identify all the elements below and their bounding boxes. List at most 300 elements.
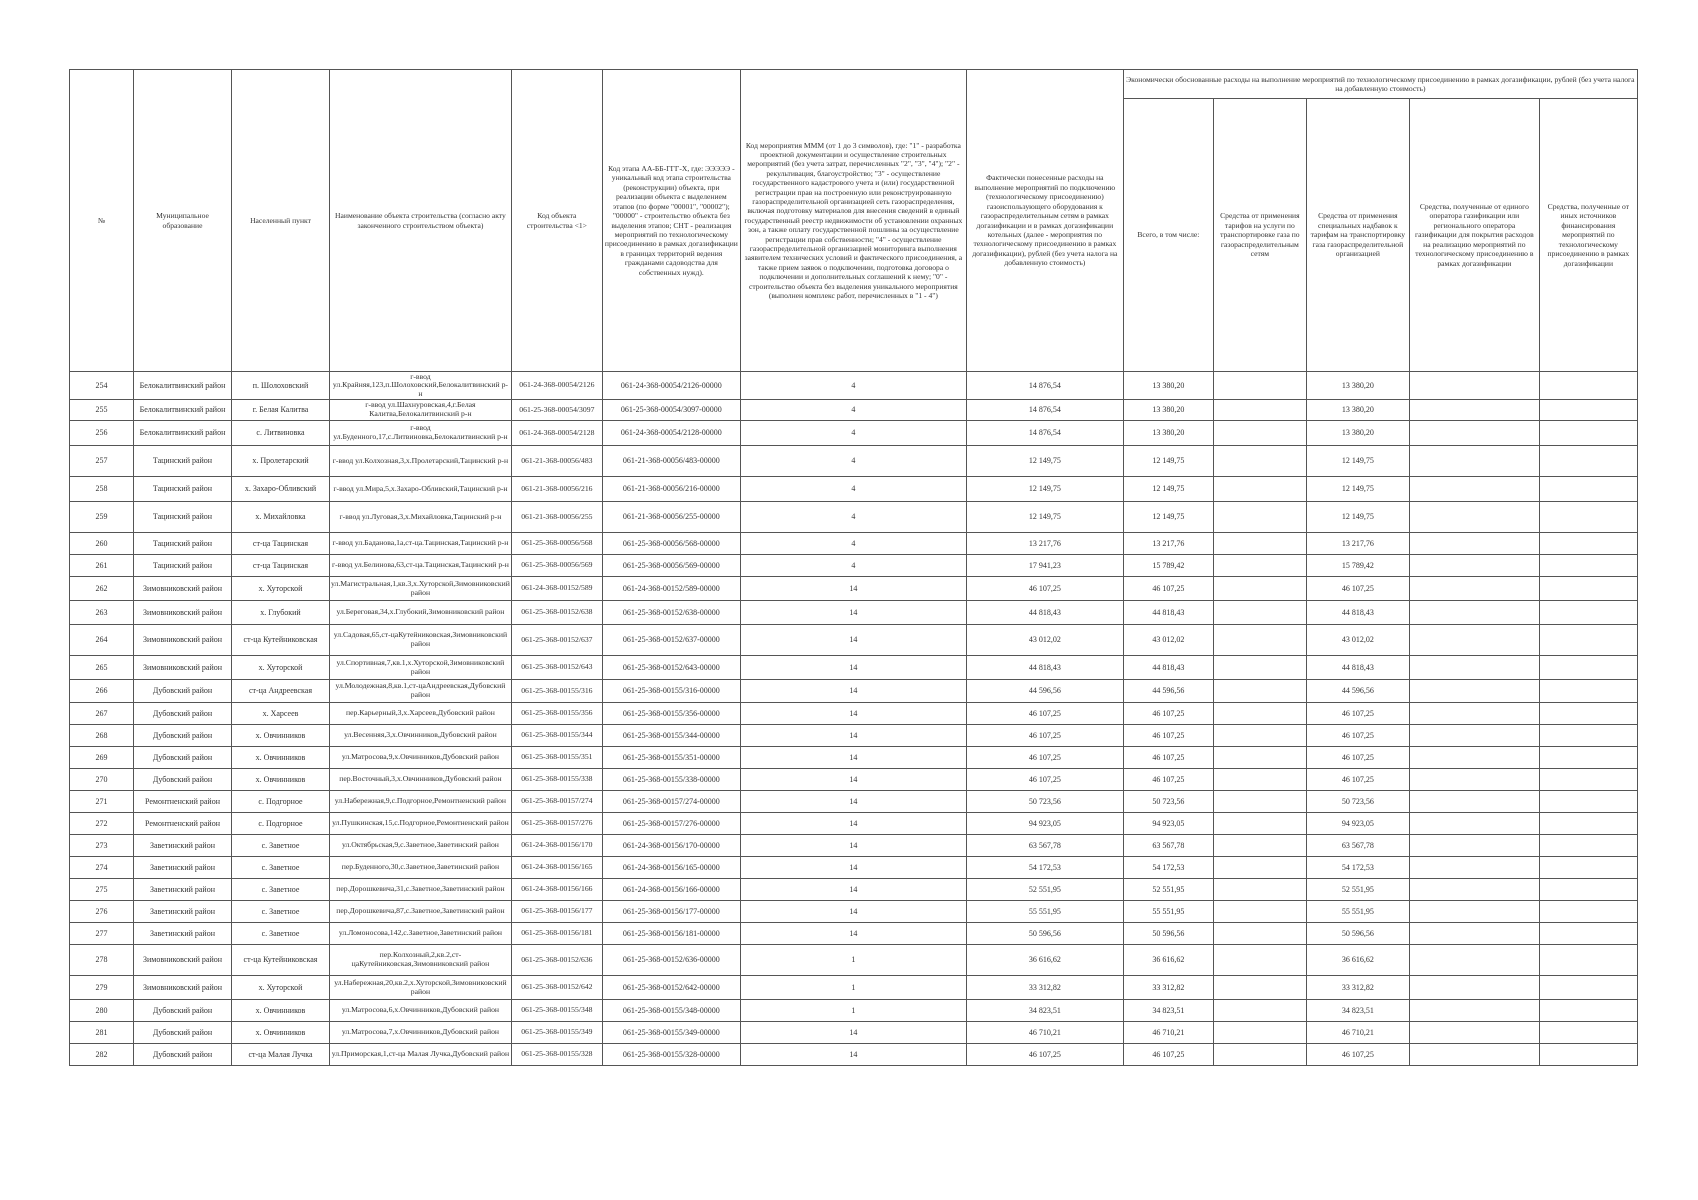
cell-other-sources: [1539, 703, 1637, 725]
cell-stage-code: 061-24-368-00156/170-00000: [602, 835, 740, 857]
cell-tariff-funds: [1213, 680, 1306, 703]
cell-tariff-funds: [1213, 400, 1306, 421]
cell-settlement: х. Михайловка: [232, 502, 330, 533]
cell-object-name: г-ввод ул.Буденного,17,с.Литвиновка,Белокалитвинский р-н: [330, 421, 512, 446]
cell-actual-costs: 44 818,43: [966, 601, 1123, 625]
cell-municipality: Заветинский район: [134, 901, 232, 923]
cell-settlement: ст-ца Кутейниковская: [232, 625, 330, 656]
cell-municipality: Зимовниковский район: [134, 976, 232, 1000]
cell-stage-code: 061-25-368-00152/636-00000: [602, 945, 740, 976]
cell-special-markup: 13 380,20: [1306, 400, 1409, 421]
cell-object-code: 061-25-368-00155/351: [511, 747, 602, 769]
cell-special-markup: 46 107,25: [1306, 725, 1409, 747]
cell-row-number: 269: [70, 747, 134, 769]
cell-tariff-funds: [1213, 857, 1306, 879]
cell-stage-code: 061-25-368-00155/344-00000: [602, 725, 740, 747]
cell-row-number: 277: [70, 923, 134, 945]
cell-stage-code: 061-25-368-00155/348-00000: [602, 1000, 740, 1022]
cell-total: 13 380,20: [1123, 400, 1213, 421]
cell-actual-costs: 43 012,02: [966, 625, 1123, 656]
cell-actual-costs: 46 107,25: [966, 577, 1123, 601]
cell-event-code: 14: [740, 923, 966, 945]
cell-stage-code: 061-25-368-00155/316-00000: [602, 680, 740, 703]
cell-special-markup: 15 789,42: [1306, 555, 1409, 577]
cell-stage-code: 061-25-368-00156/177-00000: [602, 901, 740, 923]
cell-operator-funds: [1409, 1022, 1539, 1044]
cell-tariff-funds: [1213, 1044, 1306, 1066]
cell-object-code: 061-25-368-00156/181: [511, 923, 602, 945]
cell-other-sources: [1539, 769, 1637, 791]
cell-special-markup: 46 107,25: [1306, 769, 1409, 791]
cell-tariff-funds: [1213, 813, 1306, 835]
cell-event-code: 14: [740, 791, 966, 813]
cell-other-sources: [1539, 446, 1637, 477]
cell-actual-costs: 33 312,82: [966, 976, 1123, 1000]
cell-object-name: г-ввод ул.Мира,5,х.Захаро-Обливский,Тацинский р-н: [330, 477, 512, 502]
cell-municipality: Дубовский район: [134, 680, 232, 703]
cell-other-sources: [1539, 680, 1637, 703]
cell-stage-code: 061-24-368-00156/166-00000: [602, 879, 740, 901]
cell-operator-funds: [1409, 835, 1539, 857]
cell-stage-code: 061-25-368-00156/181-00000: [602, 923, 740, 945]
cell-total: 12 149,75: [1123, 446, 1213, 477]
cell-tariff-funds: [1213, 703, 1306, 725]
cell-object-code: 061-21-368-00056/483: [511, 446, 602, 477]
cell-special-markup: 44 596,56: [1306, 680, 1409, 703]
cell-object-code: 061-24-368-00054/2128: [511, 421, 602, 446]
cell-settlement: г. Белая Калитва: [232, 400, 330, 421]
cell-row-number: 254: [70, 372, 134, 400]
cell-other-sources: [1539, 945, 1637, 976]
cell-event-code: 14: [740, 601, 966, 625]
cell-event-code: 4: [740, 502, 966, 533]
table-row: [70, 577, 1638, 601]
table-row: [70, 533, 1638, 555]
cell-special-markup: 46 710,21: [1306, 1022, 1409, 1044]
cell-stage-code: 061-21-368-00056/216-00000: [602, 477, 740, 502]
cell-operator-funds: [1409, 791, 1539, 813]
cost-table: [69, 69, 1638, 1066]
cell-other-sources: [1539, 477, 1637, 502]
table-row: [70, 725, 1638, 747]
cell-municipality: Белокалитвинский район: [134, 372, 232, 400]
cell-special-markup: 50 596,56: [1306, 923, 1409, 945]
cell-total: 46 710,21: [1123, 1022, 1213, 1044]
cell-event-code: 4: [740, 372, 966, 400]
cell-row-number: 265: [70, 656, 134, 680]
cell-object-code: 061-24-368-00156/170: [511, 835, 602, 857]
cell-settlement: с. Подгорное: [232, 813, 330, 835]
cell-municipality: Тацинский район: [134, 533, 232, 555]
cell-stage-code: 061-24-368-00156/165-00000: [602, 857, 740, 879]
cell-municipality: Тацинский район: [134, 555, 232, 577]
cell-other-sources: [1539, 879, 1637, 901]
table-row: [70, 680, 1638, 703]
cell-municipality: Белокалитвинский район: [134, 421, 232, 446]
cell-event-code: 14: [740, 879, 966, 901]
cell-stage-code: 061-21-368-00056/483-00000: [602, 446, 740, 477]
cell-actual-costs: 44 596,56: [966, 680, 1123, 703]
cell-actual-costs: 34 823,51: [966, 1000, 1123, 1022]
cell-stage-code: 061-25-368-00152/643-00000: [602, 656, 740, 680]
cell-object-code: 061-25-368-00155/348: [511, 1000, 602, 1022]
cell-row-number: 266: [70, 680, 134, 703]
cell-event-code: 14: [740, 1044, 966, 1066]
cell-object-code: 061-25-368-00155/356: [511, 703, 602, 725]
cell-stage-code: 061-25-368-00056/569-00000: [602, 555, 740, 577]
cell-municipality: Дубовский район: [134, 769, 232, 791]
cell-event-code: 4: [740, 421, 966, 446]
cell-total: 50 596,56: [1123, 923, 1213, 945]
cell-object-name: г-ввод ул.Белинова,63,ст-ца.Тацинская,Тацинский р-н: [330, 555, 512, 577]
table-row: [70, 703, 1638, 725]
cell-total: 63 567,78: [1123, 835, 1213, 857]
cell-operator-funds: [1409, 400, 1539, 421]
cell-settlement: х. Глубокий: [232, 601, 330, 625]
cell-other-sources: [1539, 835, 1637, 857]
cell-event-code: 4: [740, 446, 966, 477]
cell-object-code: 061-25-368-00054/3097: [511, 400, 602, 421]
cell-municipality: Зимовниковский район: [134, 625, 232, 656]
cell-actual-costs: 12 149,75: [966, 446, 1123, 477]
table-row: [70, 372, 1638, 400]
cell-row-number: 263: [70, 601, 134, 625]
cell-other-sources: [1539, 601, 1637, 625]
col-object-name-header: Наименование объекта строительства (согласно акту законченного строительством объекта): [330, 70, 512, 372]
cell-event-code: 14: [740, 747, 966, 769]
cell-object-name: г-ввод ул.Луговая,3,х.Михайловка,Тацинский р-н: [330, 502, 512, 533]
cell-object-name: пер.Дорошкевича,87,с.Заветное,Заветинский район: [330, 901, 512, 923]
cell-event-code: 14: [740, 1022, 966, 1044]
cell-row-number: 274: [70, 857, 134, 879]
cell-actual-costs: 50 723,56: [966, 791, 1123, 813]
cell-operator-funds: [1409, 725, 1539, 747]
cell-stage-code: 061-24-368-00054/2126-00000: [602, 372, 740, 400]
cell-settlement: х. Захаро-Обливский: [232, 477, 330, 502]
cell-object-name: пер.Восточный,3,х.Овчинников,Дубовский район: [330, 769, 512, 791]
cell-other-sources: [1539, 577, 1637, 601]
cell-actual-costs: 17 941,23: [966, 555, 1123, 577]
cell-row-number: 268: [70, 725, 134, 747]
cell-object-code: 061-25-368-00152/637: [511, 625, 602, 656]
table-row: [70, 502, 1638, 533]
cell-special-markup: 55 551,95: [1306, 901, 1409, 923]
col-actual-costs-header: Фактически понесенные расходы на выполнение мероприятий по подключению (технологическому присоединению) газоиспользующего оборудования к газораспределительным сетям в рамках догазификации и в рамках догазификации котельных (далее - мероприятия по технологическому присоединению в рамках догазификации), рублей (без учета налога на добавленную стоимость): [966, 70, 1123, 372]
cell-object-code: 061-21-368-00056/255: [511, 502, 602, 533]
cell-event-code: 14: [740, 656, 966, 680]
cell-total: 13 380,20: [1123, 372, 1213, 400]
cell-tariff-funds: [1213, 901, 1306, 923]
col-event-code-header: Код мероприятия МММ (от 1 до 3 символов), где: "1" - разработка проектной документации и осуществление строительных мероприятий (без учета затрат, перечисленных "2", "3", "4"); "2" - рекультивация, благоустройство; "3" - осуществление государственного кадастрового учета и (или) государственной регистрации прав на построенную или реконструированную газораспределительной организацией сеть газораспределения, включая подготовку материалов для внесения сведений в единый государственный реестр недвижимости об установлении охранных зон, а также оплату государственной пошлины за осуществление регистрации прав собственности; "4" - осуществление газораспределительной организацией мониторинга выполнения заявителем технических условий и фактического присоединения, а также прием заявок о подключении, подготовка договора о подключении и дополнительных соглашений к нему; "0" - строительство объекта без выделения уникального мероприятия (выполнен комплекс работ, перечисленных в "1 - 4"): [740, 70, 966, 372]
cell-total: 94 923,05: [1123, 813, 1213, 835]
cell-object-code: 061-25-368-00056/568: [511, 533, 602, 555]
cell-event-code: 14: [740, 813, 966, 835]
cell-row-number: 261: [70, 555, 134, 577]
cell-actual-costs: 52 551,95: [966, 879, 1123, 901]
cell-operator-funds: [1409, 577, 1539, 601]
cell-tariff-funds: [1213, 923, 1306, 945]
cell-special-markup: 63 567,78: [1306, 835, 1409, 857]
cell-total: 46 107,25: [1123, 725, 1213, 747]
cell-operator-funds: [1409, 446, 1539, 477]
cell-event-code: 14: [740, 703, 966, 725]
cell-actual-costs: 36 616,62: [966, 945, 1123, 976]
cell-event-code: 1: [740, 1000, 966, 1022]
cell-settlement: с. Заветное: [232, 923, 330, 945]
cell-other-sources: [1539, 1022, 1637, 1044]
cell-stage-code: 061-25-368-00155/351-00000: [602, 747, 740, 769]
cell-operator-funds: [1409, 372, 1539, 400]
table-row: [70, 791, 1638, 813]
cell-tariff-funds: [1213, 945, 1306, 976]
cell-event-code: 14: [740, 769, 966, 791]
cell-object-code: 061-21-368-00056/216: [511, 477, 602, 502]
cell-object-name: пер.Дорошкевича,31,с.Заветное,Заветинский район: [330, 879, 512, 901]
cell-settlement: х. Овчинников: [232, 725, 330, 747]
cell-total: 36 616,62: [1123, 945, 1213, 976]
cell-special-markup: 44 818,43: [1306, 656, 1409, 680]
cell-special-markup: 46 107,25: [1306, 1044, 1409, 1066]
cell-row-number: 264: [70, 625, 134, 656]
cell-event-code: 14: [740, 577, 966, 601]
cell-actual-costs: 12 149,75: [966, 502, 1123, 533]
cell-operator-funds: [1409, 901, 1539, 923]
cell-stage-code: 061-25-368-00157/274-00000: [602, 791, 740, 813]
table-row: [70, 857, 1638, 879]
cell-object-code: 061-25-368-00155/349: [511, 1022, 602, 1044]
table-row: [70, 656, 1638, 680]
cell-actual-costs: 46 107,25: [966, 725, 1123, 747]
cell-special-markup: 46 107,25: [1306, 703, 1409, 725]
cell-actual-costs: 46 107,25: [966, 1044, 1123, 1066]
col-num-header: №: [70, 70, 134, 372]
cell-row-number: 271: [70, 791, 134, 813]
cell-other-sources: [1539, 1044, 1637, 1066]
cell-row-number: 280: [70, 1000, 134, 1022]
cell-total: 55 551,95: [1123, 901, 1213, 923]
cell-total: 44 818,43: [1123, 656, 1213, 680]
cell-special-markup: 44 818,43: [1306, 601, 1409, 625]
cell-row-number: 272: [70, 813, 134, 835]
cell-tariff-funds: [1213, 625, 1306, 656]
col-total-header: Всего, в том числе:: [1123, 99, 1213, 372]
cell-actual-costs: 46 710,21: [966, 1022, 1123, 1044]
cell-row-number: 257: [70, 446, 134, 477]
col-tariff-funds-header: Средства от применения тарифов на услуги по транспортировке газа по газораспределительным сетям: [1213, 99, 1306, 372]
cell-event-code: 14: [740, 901, 966, 923]
cell-special-markup: 94 923,05: [1306, 813, 1409, 835]
cell-row-number: 278: [70, 945, 134, 976]
cell-tariff-funds: [1213, 372, 1306, 400]
cell-special-markup: 12 149,75: [1306, 446, 1409, 477]
cell-municipality: Зимовниковский район: [134, 945, 232, 976]
table-row: [70, 769, 1638, 791]
cell-row-number: 259: [70, 502, 134, 533]
cell-special-markup: 46 107,25: [1306, 577, 1409, 601]
cell-event-code: 14: [740, 680, 966, 703]
cell-other-sources: [1539, 656, 1637, 680]
cell-object-name: ул.Матросова,7,х.Овчинников,Дубовский район: [330, 1022, 512, 1044]
cell-tariff-funds: [1213, 1022, 1306, 1044]
cell-operator-funds: [1409, 555, 1539, 577]
cell-operator-funds: [1409, 769, 1539, 791]
table-row: [70, 923, 1638, 945]
cell-operator-funds: [1409, 680, 1539, 703]
cell-other-sources: [1539, 857, 1637, 879]
cell-total: 46 107,25: [1123, 769, 1213, 791]
cell-total: 46 107,25: [1123, 1044, 1213, 1066]
cell-event-code: 4: [740, 555, 966, 577]
cell-object-name: пер.Колхозный,2,кв.2,ст-цаКутейниковская,Зимовниковский район: [330, 945, 512, 976]
cell-settlement: с. Заветное: [232, 879, 330, 901]
cell-operator-funds: [1409, 533, 1539, 555]
cell-settlement: х. Хуторской: [232, 577, 330, 601]
cell-stage-code: 061-25-368-00152/637-00000: [602, 625, 740, 656]
cell-actual-costs: 54 172,53: [966, 857, 1123, 879]
cell-tariff-funds: [1213, 502, 1306, 533]
cell-event-code: 14: [740, 857, 966, 879]
cell-tariff-funds: [1213, 446, 1306, 477]
cell-total: 13 380,20: [1123, 421, 1213, 446]
cell-total: 54 172,53: [1123, 857, 1213, 879]
cell-event-code: 14: [740, 835, 966, 857]
table-row: [70, 879, 1638, 901]
cell-object-code: 061-25-368-00152/638: [511, 601, 602, 625]
cell-special-markup: 12 149,75: [1306, 502, 1409, 533]
cell-settlement: ст-ца Малая Лучка: [232, 1044, 330, 1066]
cell-stage-code: 061-25-368-00056/568-00000: [602, 533, 740, 555]
cell-operator-funds: [1409, 703, 1539, 725]
cell-special-markup: 50 723,56: [1306, 791, 1409, 813]
cell-row-number: 262: [70, 577, 134, 601]
cell-total: 46 107,25: [1123, 703, 1213, 725]
cell-object-name: ул.Набережная,9,с.Подгорное,Ремонтненский район: [330, 791, 512, 813]
cell-municipality: Заветинский район: [134, 835, 232, 857]
cell-tariff-funds: [1213, 879, 1306, 901]
cell-object-code: 061-24-368-00152/589: [511, 577, 602, 601]
cell-total: 12 149,75: [1123, 477, 1213, 502]
cell-total: 13 217,76: [1123, 533, 1213, 555]
table-row: [70, 835, 1638, 857]
cell-object-name: ул.Молодежная,8,кв.1,ст-цаАндреевская,Дубовский район: [330, 680, 512, 703]
cell-stage-code: 061-25-368-00157/276-00000: [602, 813, 740, 835]
cell-operator-funds: [1409, 857, 1539, 879]
table-row: [70, 1044, 1638, 1066]
cell-operator-funds: [1409, 625, 1539, 656]
cell-settlement: х. Овчинников: [232, 769, 330, 791]
table-row: [70, 1000, 1638, 1022]
cell-object-name: ул.Набережная,20,кв.2,х.Хуторской,Зимовниковский район: [330, 976, 512, 1000]
cell-object-code: 061-25-368-00155/344: [511, 725, 602, 747]
cell-tariff-funds: [1213, 1000, 1306, 1022]
cell-settlement: х. Харсеев: [232, 703, 330, 725]
cell-special-markup: 12 149,75: [1306, 477, 1409, 502]
cell-row-number: 282: [70, 1044, 134, 1066]
cell-special-markup: 33 312,82: [1306, 976, 1409, 1000]
table-row: [70, 625, 1638, 656]
cell-object-code: 061-25-368-00155/338: [511, 769, 602, 791]
cell-settlement: с. Заветное: [232, 835, 330, 857]
table-row: [70, 813, 1638, 835]
cell-row-number: 256: [70, 421, 134, 446]
cell-event-code: 1: [740, 945, 966, 976]
cell-object-name: ул.Приморская,1,ст-ца Малая Лучка,Дубовский район: [330, 1044, 512, 1066]
cell-municipality: Тацинский район: [134, 446, 232, 477]
cell-tariff-funds: [1213, 577, 1306, 601]
cell-settlement: х. Пролетарский: [232, 446, 330, 477]
cell-stage-code: 061-25-368-00155/349-00000: [602, 1022, 740, 1044]
cell-municipality: Белокалитвинский район: [134, 400, 232, 421]
cell-municipality: Дубовский район: [134, 1022, 232, 1044]
cell-event-code: 1: [740, 976, 966, 1000]
cell-settlement: с. Заветное: [232, 901, 330, 923]
cell-total: 34 823,51: [1123, 1000, 1213, 1022]
table-row: [70, 477, 1638, 502]
cell-object-code: 061-25-368-00156/177: [511, 901, 602, 923]
cell-actual-costs: 63 567,78: [966, 835, 1123, 857]
table-row: [70, 555, 1638, 577]
col-other-sources-header: Средства, полученные от иных источников финансирования мероприятий по технологическому присоединению в рамках догазификации: [1539, 99, 1637, 372]
cell-stage-code: 061-24-368-00152/589-00000: [602, 577, 740, 601]
cell-event-code: 4: [740, 477, 966, 502]
cell-special-markup: 52 551,95: [1306, 879, 1409, 901]
cell-municipality: Ремонтненский район: [134, 791, 232, 813]
cell-other-sources: [1539, 725, 1637, 747]
cell-other-sources: [1539, 421, 1637, 446]
cell-operator-funds: [1409, 1000, 1539, 1022]
cell-settlement: с. Подгорное: [232, 791, 330, 813]
cell-object-code: 061-25-368-00157/274: [511, 791, 602, 813]
cell-other-sources: [1539, 400, 1637, 421]
cell-tariff-funds: [1213, 769, 1306, 791]
table-row: [70, 901, 1638, 923]
econ-costs-group-header: Экономически обоснованные расходы на выполнение мероприятий по технологическому присоединению в рамках догазификации, рублей (без учета налога на добавленную стоимость): [1123, 70, 1637, 99]
col-settlement-header: Населенный пункт: [232, 70, 330, 372]
cell-municipality: Ремонтненский район: [134, 813, 232, 835]
table-row: [70, 446, 1638, 477]
cell-stage-code: 061-21-368-00056/255-00000: [602, 502, 740, 533]
cell-object-name: г-ввод ул.Шахнуровская,4,г.Белая Калитва,Белокалитвинский р-н: [330, 400, 512, 421]
cell-object-name: ул.Октябрьская,9,с.Заветное,Заветинский район: [330, 835, 512, 857]
table-body: [70, 372, 1638, 1066]
cell-settlement: х. Хуторской: [232, 656, 330, 680]
cell-tariff-funds: [1213, 477, 1306, 502]
cell-operator-funds: [1409, 976, 1539, 1000]
cell-actual-costs: 12 149,75: [966, 477, 1123, 502]
cell-stage-code: 061-25-368-00054/3097-00000: [602, 400, 740, 421]
cell-row-number: 260: [70, 533, 134, 555]
cell-municipality: Дубовский район: [134, 703, 232, 725]
col-special-markup-header: Средства от применения специальных надбавок к тарифам на транспортировку газа газораспределительной организацией: [1306, 99, 1409, 372]
cell-event-code: 4: [740, 533, 966, 555]
cell-actual-costs: 46 107,25: [966, 703, 1123, 725]
cell-other-sources: [1539, 923, 1637, 945]
col-object-code-header: Код объекта строительства <1>: [511, 70, 602, 372]
cell-actual-costs: 46 107,25: [966, 769, 1123, 791]
cell-special-markup: 34 823,51: [1306, 1000, 1409, 1022]
cell-other-sources: [1539, 625, 1637, 656]
cell-actual-costs: 14 876,54: [966, 421, 1123, 446]
cell-tariff-funds: [1213, 601, 1306, 625]
cell-settlement: ст-ца Андреевская: [232, 680, 330, 703]
cell-total: 46 107,25: [1123, 577, 1213, 601]
cell-object-code: 061-25-368-00152/636: [511, 945, 602, 976]
cell-object-name: ул.Магистральная,1,кв.3,х.Хуторской,Зимовниковский район: [330, 577, 512, 601]
cell-settlement: х. Овчинников: [232, 1022, 330, 1044]
cell-total: 12 149,75: [1123, 502, 1213, 533]
cell-other-sources: [1539, 791, 1637, 813]
cell-object-name: пер.Карьерный,3,х.Харсеев,Дубовский район: [330, 703, 512, 725]
